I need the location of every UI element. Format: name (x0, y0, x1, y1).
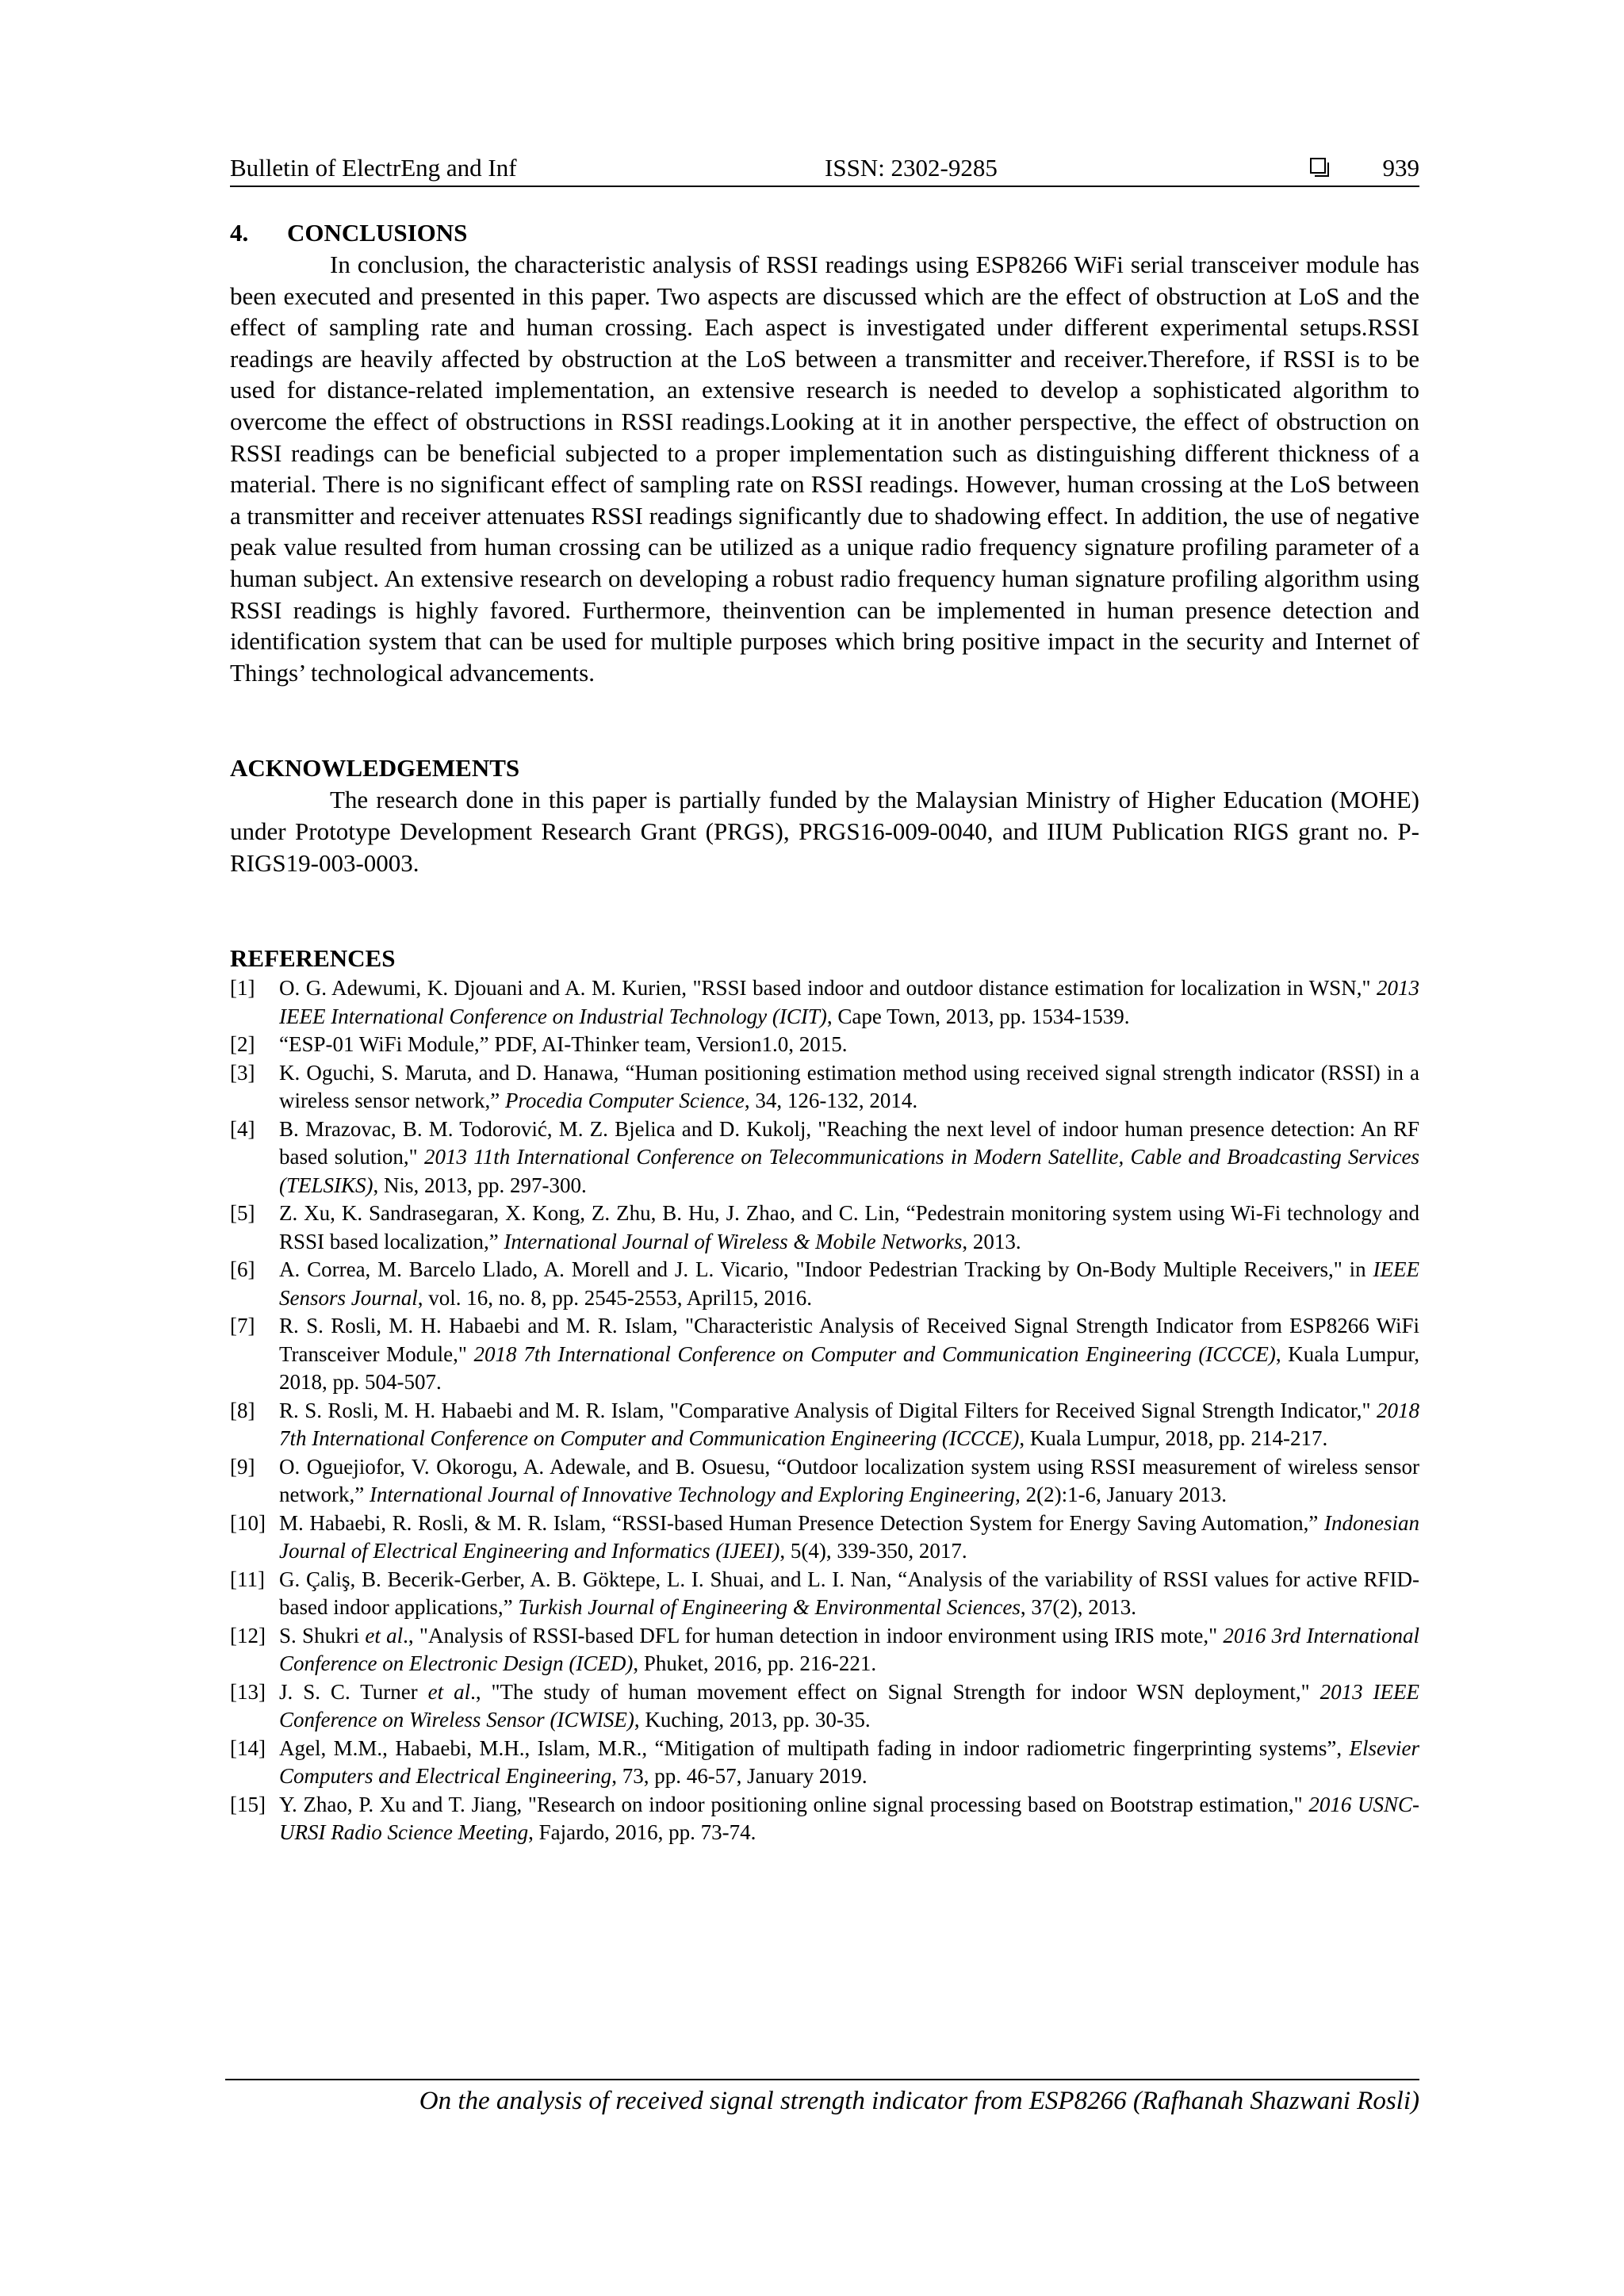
reference-number: [15] (230, 1792, 266, 1816)
paper-page (230, 151, 1419, 1847)
reference-text: , Kuala Lumpur, 2018, pp. 504-507. (279, 1341, 1420, 1395)
reference-venue: 2016 3rd International Conference on Electronic Design (ICED) (279, 1623, 1419, 1676)
reference-item (230, 1566, 1419, 1622)
section-title-references: REFERENCES (230, 944, 396, 973)
reference-item (230, 1115, 1419, 1200)
reference-venue: Elsevier Computers and Electrical Engineering (279, 1735, 1419, 1789)
reference-number: [10] (230, 1510, 266, 1535)
reference-venue: Procedia Computer Science (504, 1089, 745, 1113)
reference-item (230, 1200, 1419, 1256)
reference-text: Y. Zhao, P. Xu and T. Jiang, "Research on indoor positioning online signal processing based on Bootstrap estimation," (279, 1792, 1309, 1816)
reference-number: [14] (230, 1735, 266, 1760)
reference-text: R. S. Rosli, M. H. Habaebi and M. R. Islam, "Characteristic Analysis of Received Signal Strength Indicator from ESP8266 WiFi Transceiver Module," (279, 1314, 1419, 1366)
reference-text: M. Habaebi, R. Rosli, & M. R. Islam, “RSSI-based Human Presence Detection System for Energy Saving Automation,” (279, 1510, 1325, 1535)
reference-number: [13] (230, 1679, 266, 1704)
issn: ISSN: 2302-9285 (825, 154, 998, 182)
reference-text: , Nis, 2013, pp. 297-300. (373, 1173, 587, 1197)
reference-venue: et al (427, 1679, 471, 1704)
conclusions-paragraph: In conclusion, the characteristic analysis of RSSI readings using ESP8266 WiFi serial transceiver module has been executed and presented in this paper. Two aspects are discussed which are the effect of obstruction at LoS and the effect of sampling rate and human crossing. Each aspect is investigated under different experimental setups.RSSI readings are heavily affected by obstruction at the LoS between a transmitter and receiver.Therefore, if RSSI is to be used for distance-related implementation, an extensive research is needed to develop a sophisticated algorithm to overcome the effect of obstructions in RSSI readings.Looking at it in another perspective, the effect of obstruction on RSSI readings can be beneficial subjected to a proper implementation such as distinguishing different thickness of a material. There is no significant effect of sampling rate on RSSI readings. However, human crossing at the LoS between a transmitter and receiver attenuates RSSI readings significantly due to shadowing effect. In addition, the use of negative peak value resulted from human crossing can be utilized as a unique radio frequency signature profiling parameter of a human subject. An extensive research on developing a robust radio frequency human signature profiling algorithm using RSSI readings is highly favored. Furthermore, theinvention can be implemented in human presence detection and identification system that can be used for multiple purposes which bring positive impact in the security and Internet of Things’ technological advancements. (230, 251, 1419, 687)
square-box-icon (1310, 158, 1326, 174)
reference-text: , Kuching, 2013, pp. 30-35. (634, 1708, 871, 1732)
acknowledgements-paragraph: The research done in this paper is partially funded by the Malaysian Ministry of Higher Education (MOHE) under Prototype Development Research Grant (PRGS), PRGS16-009-0040, and IIUM Publication RIGS grant no. P-RIGS19-003-0003. (230, 786, 1419, 877)
reference-item (230, 1397, 1419, 1453)
reference-text: S. Shukri (279, 1623, 366, 1647)
reference-venue: 2018 7th International Conference on Computer and Communication Engineering (ICCCE) (473, 1341, 1276, 1366)
reference-number: [5] (230, 1201, 255, 1226)
reference-item (230, 1735, 1419, 1791)
reference-text: Z. Xu, K. Sandrasegaran, X. Kong, Z. Zhu, B. Hu, J. Zhao, and C. Lin, “Pedestrain monitoring system using Wi-Fi technology and RSSI based localization,” (279, 1201, 1419, 1253)
reference-text: ., "The study of human movement effect on Signal Strength for indoor WSN deployment," (470, 1679, 1320, 1704)
reference-text: J. S. C. Turner (279, 1679, 428, 1704)
reference-item (230, 1791, 1419, 1847)
journal-name: Bulletin of ElectrEng and Inf (230, 154, 517, 182)
reference-venue: 2013 IEEE Conference on Wireless Sensor (ICWISE) (279, 1679, 1419, 1732)
reference-list (230, 974, 1419, 1847)
reference-text: K. Oguchi, S. Maruta, and D. Hanawa, “Human positioning estimation method using received signal strength indicator (RSSI) in a wireless sensor network,” (279, 1060, 1419, 1113)
reference-text: , 73, pp. 46-57, January 2019. (611, 1764, 868, 1789)
reference-venue: International Journal of Innovative Technology and Exploring Engineering (369, 1483, 1016, 1507)
reference-item (230, 1256, 1419, 1312)
running-header (230, 151, 1419, 187)
reference-text: O. G. Adewumi, K. Djouani and A. M. Kurien, "RSSI based indoor and outdoor distance estimation for localization in WSN," (279, 976, 1377, 1001)
reference-item (230, 1031, 1419, 1059)
reference-text: , Cape Town, 2013, pp. 1534-1539. (826, 1004, 1130, 1028)
reference-number: [12] (230, 1623, 266, 1647)
page-number: 939 (1382, 154, 1419, 182)
section-title-conclusions (230, 217, 1419, 249)
section-title-acknowledgements: ACKNOWLEDGEMENTS (230, 754, 520, 783)
reference-venue: et al (365, 1623, 404, 1647)
reference-number: [7] (230, 1314, 255, 1338)
reference-text: , 2(2):1-6, January 2013. (1015, 1483, 1228, 1507)
reference-item (230, 974, 1419, 1031)
section-number: 4. (230, 219, 249, 247)
reference-text: , vol. 16, no. 8, pp. 2545-2553, April15, 2016. (417, 1285, 812, 1310)
reference-item (230, 1059, 1419, 1115)
reference-number: [11] (230, 1567, 265, 1591)
reference-venue: Turkish Journal of Engineering & Environmental Sciences (518, 1595, 1021, 1620)
running-footer: On the analysis of received signal strength indicator from ESP8266 (Rafhanah Shazwani Rosli) (225, 2079, 1419, 2118)
reference-text: ., "Analysis of RSSI-based DFL for human detection in indoor environment using IRIS mote," (403, 1623, 1224, 1647)
reference-text: , Fajardo, 2016, pp. 73-74. (528, 1820, 756, 1845)
reference-item (230, 1312, 1419, 1397)
reference-text: “ESP-01 WiFi Module,” PDF, AI-Thinker team, Version1.0, 2015. (279, 1032, 848, 1057)
reference-text: Agel, M.M., Habaebi, M.H., Islam, M.R., “Mitigation of multipath fading in indoor radiometric fingerprinting systems”, (279, 1735, 1350, 1760)
reference-number: [2] (230, 1032, 255, 1057)
reference-text: B. Mrazovac, B. M. Todorović, M. Z. Bjelica and D. Kukolj, "Reaching the next level of indoor human presence detection: An RF based solution," (279, 1116, 1419, 1169)
reference-text: O. Oguejiofor, V. Okorogu, A. Adewale, and B. Osuesu, “Outdoor localization system using RSSI measurement of wireless sensor network,” (279, 1454, 1419, 1507)
reference-venue: 2013 IEEE International Conference on Industrial Technology (ICIT) (279, 976, 1419, 1028)
reference-venue: IEEE Sensors Journal (279, 1257, 1419, 1310)
reference-text: R. S. Rosli, M. H. Habaebi and M. R. Islam, "Comparative Analysis of Digital Filters for Received Signal Strength Indicator," (279, 1398, 1377, 1422)
reference-number: [4] (230, 1116, 255, 1141)
reference-text: , Kuala Lumpur, 2018, pp. 214-217. (1019, 1426, 1328, 1451)
section-title-text: CONCLUSIONS (287, 219, 468, 247)
reference-text: , 2013. (962, 1229, 1021, 1253)
reference-item (230, 1510, 1419, 1566)
reference-item (230, 1678, 1419, 1735)
reference-text: A. Correa, M. Barcelo Llado, A. Morell and J. L. Vicario, "Indoor Pedestrian Tracking by On-Body Multiple Receivers," in (279, 1257, 1373, 1282)
reference-number: [1] (230, 976, 255, 1001)
reference-item (230, 1622, 1419, 1678)
reference-number: [6] (230, 1257, 255, 1282)
reference-venue: 2013 11th International Conference on Telecommunications in Modern Satellite, Cable and Broadcasting Services (TELSIKS) (279, 1145, 1419, 1197)
reference-text: , 34, 126-132, 2014. (744, 1089, 918, 1113)
reference-text: , Phuket, 2016, pp. 216-221. (633, 1651, 877, 1676)
reference-venue: 2018 7th International Conference on Computer and Communication Engineering (ICCCE) (279, 1398, 1419, 1451)
reference-number: [3] (230, 1060, 255, 1085)
reference-item (230, 1453, 1419, 1510)
reference-text: , 37(2), 2013. (1020, 1595, 1137, 1620)
reference-venue: 2016 USNC-URSI Radio Science Meeting (279, 1792, 1419, 1845)
reference-text: , 5(4), 339-350, 2017. (779, 1539, 967, 1563)
reference-venue: International Journal of Wireless & Mobile Networks (504, 1229, 963, 1253)
reference-venue: Indonesian Journal of Electrical Engineering and Informatics (IJEEI) (279, 1510, 1419, 1563)
reference-text: G. Çaliş, B. Becerik-Gerber, A. B. Göktepe, L. I. Shuai, and L. I. Nan, “Analysis of the variability of RSSI values for active RFID-based indoor applications,” (279, 1567, 1419, 1620)
reference-number: [9] (230, 1454, 255, 1479)
reference-number: [8] (230, 1398, 255, 1422)
